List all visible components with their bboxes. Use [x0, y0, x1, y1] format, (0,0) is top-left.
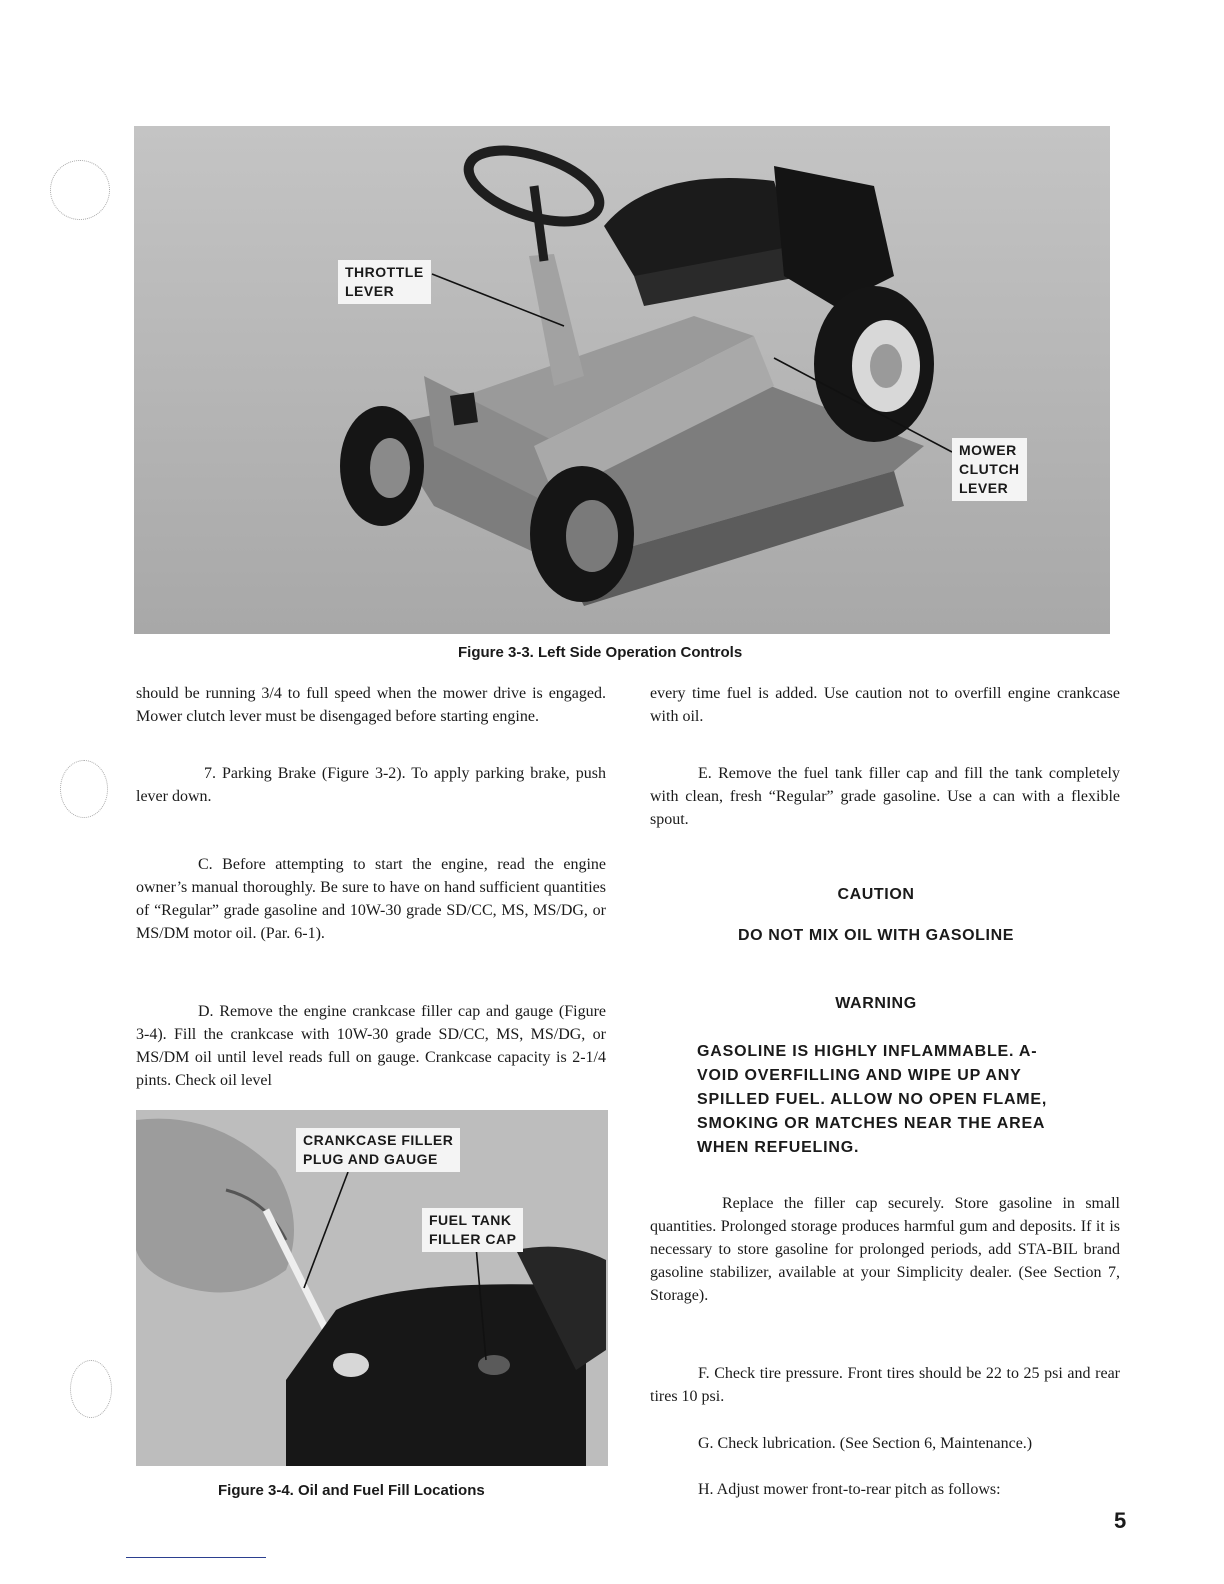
- figure-3-3-photo: [134, 126, 1110, 634]
- left-paragraph-1: [136, 682, 606, 728]
- riding-mower-illustration: [134, 126, 1110, 634]
- paragraph-text: H. Adjust mower front-to-rear pitch as follows:: [698, 1481, 1001, 1498]
- binder-hole-mark: [60, 760, 108, 818]
- right-paragraph-1: [650, 682, 1120, 728]
- figure-3-3-caption: Figure 3-3. Left Side Operation Controls: [458, 644, 743, 661]
- binder-hole-mark: [70, 1360, 112, 1418]
- callout-line: FILLER CAP: [429, 1231, 517, 1247]
- warning-line: WHEN REFUELING.: [697, 1139, 860, 1156]
- warning-text: [697, 1040, 1047, 1160]
- caution-text: DO NOT MIX OIL WITH GASOLINE: [737, 927, 1015, 944]
- paragraph-text: Replace the filler cap securely. Store gasoline in small quantities. Prolonged storage produces harmful gum and deposits. If it is necessary to store gasoline for prolonged periods, add STA-BIL brand gasoline stabilizer, available at your Simplicity dealer. (See Section 7, Storage).: [650, 1195, 1120, 1304]
- warning-line: VOID OVERFILLING AND WIPE UP ANY: [697, 1067, 1022, 1084]
- right-paragraph-4: [650, 1362, 1120, 1408]
- paragraph-text: F. Check tire pressure. Front tires should be 22 to 25 psi and rear tires 10 psi.: [650, 1365, 1120, 1405]
- warning-title: WARNING: [835, 995, 917, 1012]
- left-paragraph-3: [136, 853, 606, 945]
- right-paragraph-2: [650, 762, 1120, 831]
- callout-line: MOWER: [959, 442, 1017, 458]
- paragraph-text: every time fuel is added. Use caution not to overfill engine crankcase with oil.: [650, 685, 1120, 725]
- page-number: 5: [1114, 1508, 1127, 1533]
- binder-hole-mark: [50, 160, 110, 220]
- right-paragraph-3: [650, 1192, 1120, 1307]
- warning-line: GASOLINE IS HIGHLY INFLAMMABLE. A-: [697, 1043, 1038, 1060]
- throttle-lever-callout: [338, 260, 431, 304]
- fuel-tank-filler-callout: [422, 1208, 523, 1252]
- left-paragraph-4: [136, 1000, 606, 1092]
- mower-clutch-lever-callout: [952, 438, 1027, 501]
- paragraph-text: C. Before attempting to start the engine, read the engine owner’s manual thoroughly. Be sure to have on hand sufficient quantities of “Regular” grade gasoline and 10W-30 grade SD/CC, MS, MS/DG, or MS/DM motor oil. (Par. 6-1).: [136, 856, 606, 942]
- paragraph-text: E. Remove the fuel tank filler cap and fill the tank completely with clean, fresh “Regular” grade gasoline. Use a can with a flexible spout.: [650, 765, 1120, 828]
- callout-line: PLUG AND GAUGE: [303, 1151, 438, 1167]
- callout-line: FUEL TANK: [429, 1212, 512, 1228]
- callout-line: THROTTLE: [345, 264, 424, 280]
- caution-title: CAUTION: [837, 886, 915, 903]
- right-paragraph-6: [650, 1478, 1120, 1501]
- figure-3-4-photo: [136, 1110, 608, 1466]
- callout-line: CRANKCASE FILLER: [303, 1132, 454, 1148]
- left-paragraph-2: [136, 762, 606, 808]
- footnote-rule: [126, 1557, 266, 1558]
- callout-line: LEVER: [959, 480, 1009, 496]
- paragraph-text: should be running 3/4 to full speed when the mower drive is engaged. Mower clutch lever must be disengaged before starting engine.: [136, 685, 606, 725]
- paragraph-text: 7. Parking Brake (Figure 3-2). To apply parking brake, push lever down.: [136, 765, 606, 805]
- warning-line: SPILLED FUEL. ALLOW NO OPEN FLAME,: [697, 1091, 1048, 1108]
- figure-3-4-caption: Figure 3-4. Oil and Fuel Fill Locations: [218, 1482, 485, 1499]
- paragraph-text: G. Check lubrication. (See Section 6, Maintenance.): [698, 1435, 1033, 1452]
- callout-line: LEVER: [345, 283, 395, 299]
- paragraph-text: D. Remove the engine crankcase filler cap and gauge (Figure 3-4). Fill the crankcase with 10W-30 grade SD/CC, MS, MS/DG, or MS/DM oil until level reads full on gauge. Crankcase capacity is 2-1/4 pints. Check oil level: [136, 1003, 606, 1089]
- callout-line: CLUTCH: [959, 461, 1020, 477]
- warning-line: SMOKING OR MATCHES NEAR THE AREA: [697, 1115, 1046, 1132]
- right-paragraph-5: [650, 1432, 1120, 1455]
- crankcase-filler-callout: [296, 1128, 460, 1172]
